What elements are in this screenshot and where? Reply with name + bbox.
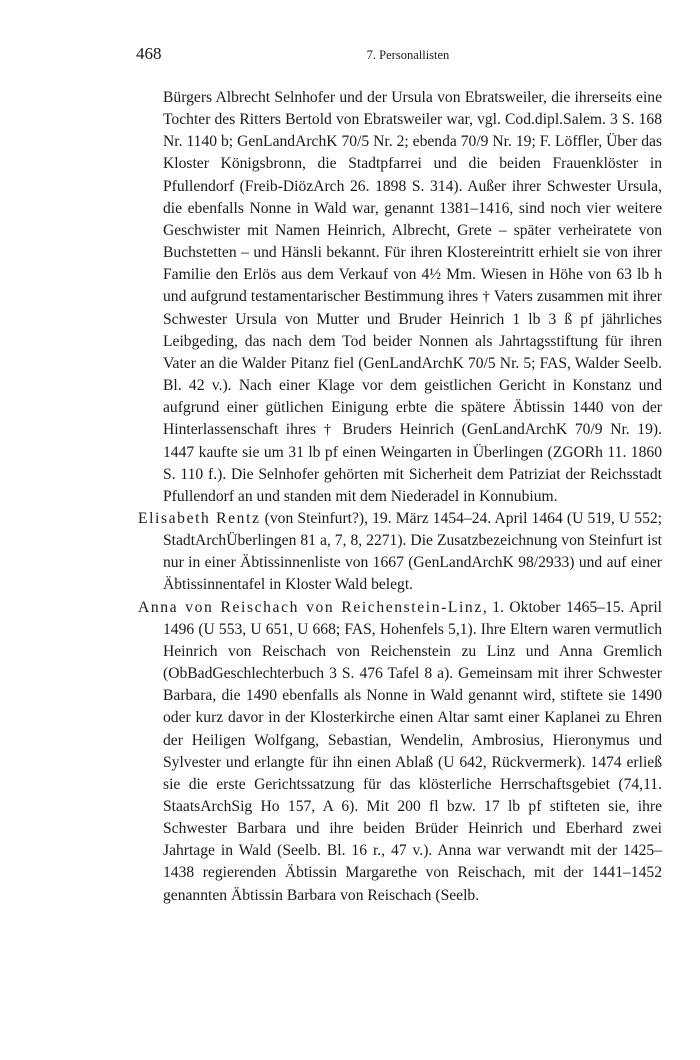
entry-text: Bürgers Albrecht Selnhofer und der Ursula von Ebratsweiler, die ihrerseits eine Tochter des Ritters Bertold von Ebratsweiler war, vgl. Cod.dipl.Salem. 3 S. 168 Nr. 1140 b; GenLandArchK 70/5 Nr. 2; ebenda 70/9 Nr. 19; F. Löffler, Über das Kloster Königsbronn, die Stadtpfarrei und die beiden Frauenklöster in Pfullendorf (Freib-DiözArch 26. 1898 S. 314). Außer ihrer Schwester Ursula, die ebenfalls Nonne in Wald war, genannt 1381–1416, sind noch vier weitere Geschwister mit Namen Heinrich, Albrecht, Grete – später verheiratete von Buchstetten – und Hänsli bekannt. Für ihren Klostereintritt erhielt sie von ihrer Familie den Erlös aus dem Verkauf von 4½ Mm. Wiesen in Höhe von 63 lb h und aufgrund testamentarischer Bestimmung ihres: [163, 89, 662, 306]
entry-text: Bruders Heinrich (GenLandArchK 70/9 Nr. 19). 1447 kaufte sie um 31 lb pf einen Weingarten in Überlingen (ZGORh 11. 1860 S. 110 f.). Die Selnhofer gehörten mit Sicherheit dem Patriziat der Reichsstadt Pfullendorf an und standen mit dem Niederadel in Konnubium.: [163, 421, 662, 505]
entry-anna-von-reischach: [138, 597, 662, 907]
entry-continuation-selnhofer: [138, 87, 662, 508]
dagger-symbol: †: [323, 422, 335, 439]
entry-text: (von Steinfurt?), 19. März 1454–24. April 1464 (U 519, U 552; StadtArchÜberlingen 81 a, 7, 8, 2271). Die Zusatzbezeichnung von Steinfurt ist nur in einer Äbtissinnenliste von 1667 (GenLandArchK 98/2933) und auf einer Äbtissinnentafel in Kloster Wald belegt.: [163, 509, 662, 594]
dagger-symbol: †: [482, 289, 491, 306]
page-header: [136, 44, 660, 68]
entry-elisabeth-rentz: [138, 508, 662, 597]
running-title: 7. Personallisten: [366, 48, 450, 62]
entry-name: Elisabeth Rentz: [138, 509, 261, 527]
entry-name: Anna von Reischach von Reichenstein-Linz: [138, 598, 483, 616]
entry-text: , 1. Oktober 1465–15. April 1496 (U 553, U 651, U 668; FAS, Hohenfels 5,1). Ihre Eltern waren vermutlich Heinrich von Reischach von Reichenstein zu Linz und Anna Gremlich (ObBadGeschlechterbuch 3 S. 476 Tafel 8 a). Gemeinsam mit ihrer Schwester Barbara, die 1490 ebenfalls als Nonne in Wald genannt wird, stiftete sie 1490 oder kurz davor in der Klosterkirche einen Altar samt einer Kaplanei zu Ehren der Heiligen Wolfgang, Sebastian, Wendelin, Ambrosius, Hieronymus und Sylvester und erlangte für ihn einen Ablaß (U 642, Rückvermerk). 1474 erließ sie die erste Gerichtssatzung für das klösterliche Herrschaftsgebiet (74,11. StaatsArchSig Ho 157, A 6). Mit 200 fl bzw. 17 lb pf stifteten sie, ihre Schwester Barbara und ihre beiden Brüder Heinrich und Eberhard zwei Jahrtage in Wald (Seelb. Bl. 16 r., 47 v.). Anna war verwandt mit der 1425–1438 regierenden Äbtissin Margarethe von Reischach, mit der 1441–1452 genannten Äbtissin Barbara von Reischach (Seelb.: [163, 598, 662, 904]
entry-text: Vaters zusammen mit ihrer Schwester Ursula von Mutter und Bruder Heinrich 1 lb 3 ß pf jährliches Leibgeding, das nach dem Tod beider Nonnen als Jahrtagsstiftung für ihren Vater an die Walder Pitanz fiel (GenLandArchK 70/5 Nr. 5; FAS, Walder Seelb. Bl. 42 v.). Nach einer Klage vor dem geistlichen Gericht in Konstanz und aufgrund einer gütlichen Einigung erbte die spätere Äbtissin 1440 von der Hinterlassenschaft ihres: [163, 288, 663, 439]
page-number: 468: [136, 44, 162, 63]
body-text: [138, 87, 662, 907]
